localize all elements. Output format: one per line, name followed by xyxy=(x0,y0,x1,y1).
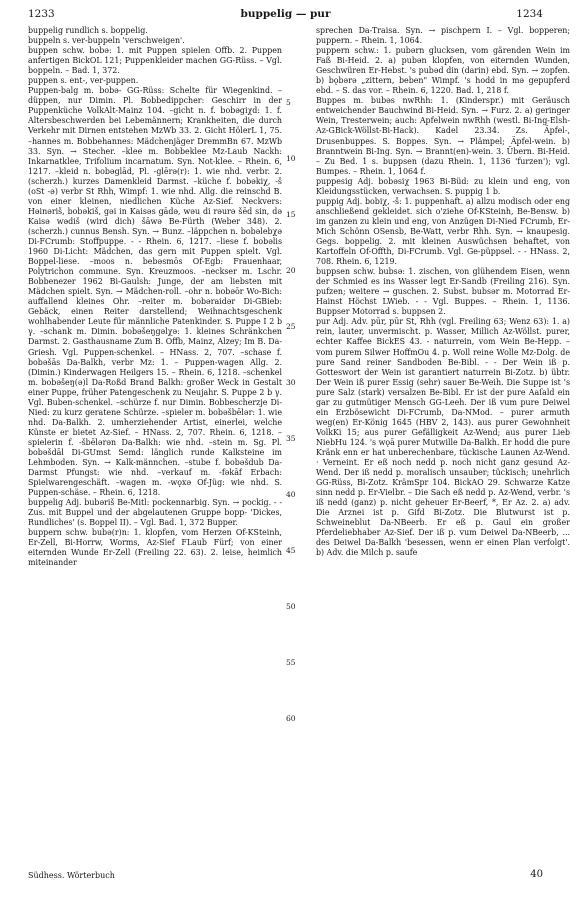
line-numbers xyxy=(286,26,304,846)
entry: buppen schw. bobǝ: 1. mit Puppen spielen Offb. 2. Puppen anfertigen BickOL 121; Puppenkleider machen GG-Rüss. – Vgl. boppeln. – Bad. 1, 372. xyxy=(28,46,282,76)
entry: buppelig Adj. bubǝriš Be-Mitl: pockennarbig. Syn. → pockig. - - Zus. mit Buppel und der abgelautenen Gruppe bopp- 'Dickes, Rundliches' (s. Boppel II). – Vgl. Bad. 1, 372 Bupper. xyxy=(28,498,282,528)
left-column xyxy=(28,26,282,840)
page-footer xyxy=(28,871,543,887)
line-number: 25 xyxy=(286,322,296,331)
signature-number: 40 xyxy=(530,869,543,880)
page-number-right: 1234 xyxy=(516,8,543,20)
entry: buppsen schw. bubsǝ: 1. zischen, von glühendem Eisen, wenn der Schmied es ins Wasser legt Er-Sandb (Freiling 216). Syn. pufzen; weitere → guschen. 2. Subst. bubsǝr m. Motorrad Er-Hainst Höchst LWieb. - - Vgl. Buppes. – Rhein. 1, 1136. Buppser Motorrad s. buppsen 2. xyxy=(316,267,570,317)
entry: Buppes m. bubǝs nwRhh: 1. (Kinderspr.) mit Geräusch entweichender Bauchwind Bi-Heid. Syn. → Furz. 2. a) geringer Wein, Tresterwein; auch: Apfelwein nwRhh (westl. Bi-Ing-Elsh-Az-GBick-Wöllst-Bi-Hack). Kadel 23.34. Zs. Äpfel-, Drusenbuppes. S. Boppes. Syn. → Plämpel; Äpfel-wein. b) Branntwein Bi-Ing. Syn. → Brannt(en)-wein. 3. Übern. Bi-Heid. – Zu Bed. 1 s. buppsen (dazu Rhein. 1, 1136 'furzen'); vgl. Bumpes. – Rhein. 1, 1064 f. xyxy=(316,96,570,176)
line-number: 45 xyxy=(286,546,296,555)
entry: sprechen Da-Traisa. Syn. → pischpern I. – Vgl. bopperen; puppern. – Rhein. 1, 1064. xyxy=(316,26,570,46)
entry: pur Adj. Adv. pūr, pūr St, Rhh (vgl. Freiling 63; Wenz 63): 1. a) rein, lauter, unvermischt. p. Wasser, Millich Az-Wöllst. purer, echter Kaffee BickES 43. - naturrein, vom Wein Be-Hepp. – vom purem Silwer HoffmOu 4. p. Woll reine Wolle Mz-Dolg. de pure Sand reiner Sandboden Be-Bibl. - - Der Wein iß p. Gotteswort der Wein ist garantiert naturrein Bi-Zotz. b) übtr. Der Wein iß purer Essig (sehr) sauer Be-Weih. Die Suppe ist 's pure Salz (stark) versalzen Be-Bibl. Er ist der pure Aaſald ein gar zu gutmütiger Mensch GG-Leeh. Der iß vum pure Deiwel ein Erzbösewicht Di-FCrumb, Da-NMod. – purer armuth weg(en) Er-König 1645 (HBV 2, 143). aus purer Gewohnheit VolkKi 15; aus purer Gefälligkeit Az-Wend; aus purer Lieb NiebHu 124. 's wǫā purer Mutwille Da-Balkh. Er hodd die pure Kränk enn er hat unberechenbare, tückische Launen Az-Wend. · Verneint. Er eß noch nedd p. noch nicht ganz gesund Az-Wend. Der iß nedd p. moralisch unsauber; tückisch; unehrlich GG-Rüss, Bi-Zotz. KrämSpr 104. BickAO 29. Schwarze Katze sinn nedd p. Er-Vielbr. – Die Sach eß nedd p. Az-Wend, verbr. 's iß nedd (ganz) p. nicht geheuer Er-Beerf, *, Er Az. 2. a) adv. Die Arznei ist p. Gifd Bi-Zotz. Die Blutwurst ist p. Schweineblut Da-NBeerb. Er eß p. Gaul ein großer Pferdeliebhaber Az-Sief. Der iß p. vum Deiwel Da-NBeerb, ... des Deiwel Da-Balkh 'besessen, wenn er einen Plan verfolgt'. b) Adv. die Milch p. saufe xyxy=(316,317,570,558)
header-title: buppelig — pur xyxy=(240,8,331,20)
entry: buppeln s. ver-buppeln 'verschweigen'. xyxy=(28,36,185,46)
line-number: 5 xyxy=(286,98,291,107)
line-number: 50 xyxy=(286,602,296,611)
entry: Puppen-balg m. bobǝ- GG-Rüss: Schelte für Wiegenkind. –düppen, nur Dimin. Pl. Bobbedippcher: Geschirr in der Puppenküche VolkAlt-Mainz 104. –gicht n. f. bobǝgiχd: 1. f. Altersbeschwerden bei Lebemännern; Krankheiten, die durch Verkehr mit Dirnen entstehen MzWb 33. 2. Gicht HölerL 1, 75. –hannes m. Bobbehannes: Mädchenjäger DremmBn 67. MzWb 33. Syn. → Stecher. –klee m. Bobbeklee Mz-Laub Nackh: Inkarnatklee, Trifolium incarnatum. Syn. Not-klee. – Rhein. 6, 1217. –kleid n. bobǝglād, Pl. -glērǝ(r): 1. wie nhd. verbr. 2. (scherzh.) kurzes Damenkleid Darmst. –küche f. bobǝkiχ, -š (oSt -ǝ) verbr St Rhh, Wimpf: 1. wie nhd. Allg. die reinschd B. von einer kleinen, niedlichen Küche Az-Sief. Neckvers: Hǝinǝriš, bobǝkiš, gǝi in Kaisǝs gādǝ, wǝu di rǝurǝ šēd sin, dǝ Kaisǝ wǝdiš (wird dich) šāwǝ Be-Fürth (Weber 348). 2. (scherzh.) cunnus Bensh. Syn. → Bunz. –läppchen n. bobǝlebχǝ Di-FCrumb: Stoffpuppe. - - Rhein. 6, 1217. –liese f. bobǝlis 1960 Di-Licht: Mädchen, das gern mit Puppen spielt. Vgl. Boppel-liese. –moos n. bebǝsmōs Of-Egb: Frauenhaar, Polytrichon commune. Syn. Kreuzmoos. –neckser m. Lschr. Bobbenezer 1962 Bi-Gaulsh: Junge, der am liebsten mit Mädchen spielt. Syn. → Mädchen-roll. –ohr n. bobǝōr Wo-Bich: auffallend kleines Ohr. –reiter m. bobǝraidǝr Di-GBieb: Gebäck, einen Reiter darstellend; Weihnachtsgeschenk wohlhabender Leute für männliche Patenkinder. S. Puppe I 2 b γ. –schank m. Dimin. bobǝšeŋgǝlχǝ: 1. kleines Schränkchen Darmst. 2. Gasthausname Zum B. Offb, Mainz, Alzey; Im B. Da-Griesh. Vgl. Puppen-schenkel. – HNass. 2, 707. –schase f. bobǝšās Da-Balkh, verbr Mz: 1. – Puppen-wagen Allg. 2. (Dimin.) Kinderwagen Heilgers 15. – Rhein. 6, 1218. –schenkel m. bobǝšeŋ(ǝ)l Da-Roßd Brand Balkh: großer Weck in Gestalt einer Puppe, früher Patengeschenk zu Neujahr. S. Puppe 2 b γ. Vgl. Buben-schenkel. –schürze f. nur Dimin. Bobbescherzje Di-Nied: zu kurz geratene Schürze. –spieler m. bobǝšbēlǝr: 1. wie nhd. Da-Balkh. 2. umherziehender Artist, einerlei, welche Künste er bietet Az-Sief. – HNass. 2, 707. Rhein. 6, 1218. –spielerin f. -šbēlǝrǝn Da-Balkh: wie nhd. –stein m. Sg. Pl. bobǝšdāl Di-GUmst Semd: länglich runde Kalksteine im Lehmboden. Syn. → Kalk-männchen. –stube f. bobǝšdub Da-Darmst Pfungst: wie nhd. –verkauf m. -fǝkāf Erbach: Spielwarengeschäft. –wagen m. -wǫxǝ Of-Jüg: wie nhd. S. Puppen-schäse. – Rhein. 6, 1218. xyxy=(28,86,282,498)
page-number-left: 1233 xyxy=(28,8,55,20)
line-number: 35 xyxy=(286,434,296,443)
line-number: 10 xyxy=(286,154,296,163)
line-number: 30 xyxy=(286,378,296,387)
line-number: 20 xyxy=(286,266,296,275)
entry: puppen s. ent-, ver-puppen. xyxy=(28,76,139,86)
entry: buppern schw. bubǝ(r)n: 1. klopfen, vom Herzen Of-KSteinh, Er-Zell, Bi-Horrw, Worms, Az-Sief FLaub Fürf; von einer eiternden Wunde Er-Zell (Freiling 22. 63). 2. leise, heimlich miteinander xyxy=(28,528,282,568)
entry: puppesig Adj. bobǝsiχ 1963 Bi-Büd: zu klein und eng, von Kleidungsstücken, verwachsen. S. puppig 1 b. xyxy=(316,176,570,196)
entry: buppelig rundlich s. boppelig. xyxy=(28,26,148,35)
entry: puppern schw.: 1. pubǝrn glucksen, vom gärenden Wein im Faß Bi-Heid. 2. a) pubǝn klopfen, von eiternden Wunden, Geschwüren Er-Hebst. 's pubǝd din (darin) ebd. Syn. → zopfen. b) bǫbǝrǝ „zittern, beben" Wimpf. 's hodd in mǝ gepupferd ebd. – S. das vor. – Rhein. 6, 1220. Bad. 1, 218 f. xyxy=(316,46,570,96)
line-number: 55 xyxy=(286,658,296,667)
footer-source: Südhess. Wörterbuch xyxy=(28,871,115,880)
line-number: 60 xyxy=(286,714,296,723)
line-number: 40 xyxy=(286,490,296,499)
line-number: 15 xyxy=(286,210,296,219)
right-column xyxy=(316,26,570,840)
entry: puppig Adj. bobiχ, -š: 1. puppenhaft. a) allzu modisch oder eng anschließend gekleidet. sich o'ziehe Of-KSteinh, Be-Bensw. b) im ganzen zu klein und eng, von Anzügen Di-Nied FCrumb, Er-Mich Schönn OSensb, Be-Watt, verbr Rhh. Syn. → knaupesig. Gegs. boppelig. 2. mit kleinen Auswüchsen behaftet, von Kartoffeln Of-Offth, Di-FCrumb. Vgl. Ge-püppsel. - - HNass. 2, 708. Rhein. 6, 1219. xyxy=(316,196,570,267)
running-header xyxy=(28,8,543,24)
